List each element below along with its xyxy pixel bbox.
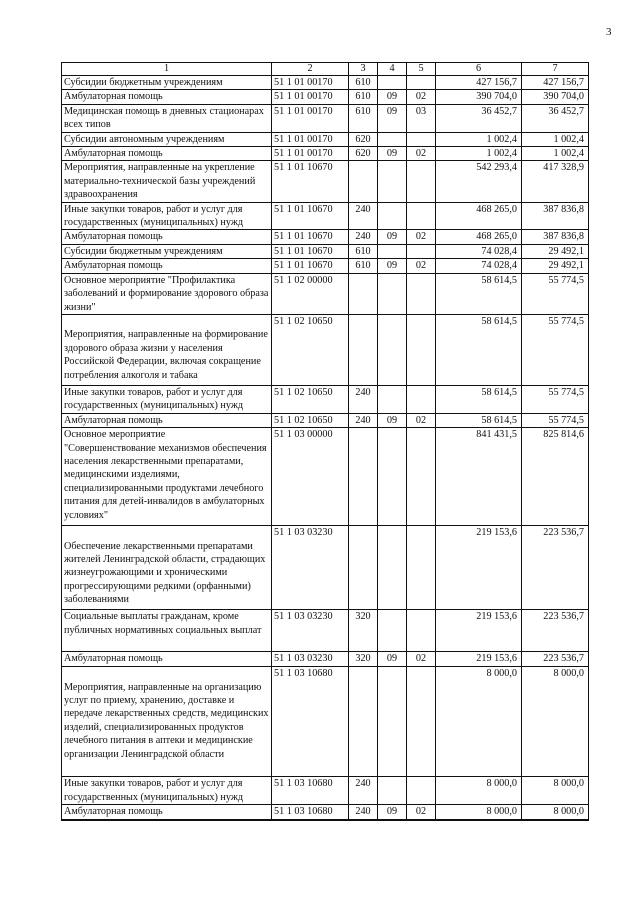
row-name-cell: Амбулаторная помощь [62,413,272,427]
budget-table [61,62,589,821]
row-amount-2-cell: 29 492,1 [522,259,589,273]
row-amount-2-cell: 390 704,0 [522,90,589,104]
table-row [62,610,589,652]
table-row [62,385,589,413]
row-pr-cell [407,526,436,610]
row-name-cell: Мероприятия, направленные на формирование здорового образа жизни у населения Российской Федерации, включая сокращение потребления алкоголя и табака [62,314,272,385]
page-number: 3 [606,26,612,38]
row-name-cell: Амбулаторная помощь [62,805,272,820]
table-row [62,273,589,314]
row-name-cell: Амбулаторная помощь [62,259,272,273]
row-name-cell: Иные закупки товаров, работ и услуг для государственных (муниципальных) нужд [62,385,272,413]
row-name-cell: Амбулаторная помощь [62,147,272,161]
row-name-cell: Медицинская помощь в дневных стационарах всех типов [62,104,272,132]
row-amount-2-cell: 1 002,4 [522,147,589,161]
row-code-cell: 51 1 03 00000 [272,428,349,526]
row-name-cell: Амбулаторная помощь [62,230,272,244]
row-amount-2-cell: 55 774,5 [522,385,589,413]
row-pr-cell: 02 [407,652,436,667]
row-amount-2-cell: 387 836,8 [522,202,589,230]
table-row [62,652,589,667]
row-vr-cell: 610 [349,76,378,90]
row-amount-2-cell: 8 000,0 [522,777,589,805]
row-rz-cell: 09 [378,147,407,161]
row-amount-1-cell: 468 265,0 [436,230,522,244]
row-rz-cell [378,667,407,777]
row-rz-cell [378,385,407,413]
row-amount-2-cell: 55 774,5 [522,314,589,385]
row-amount-2-cell: 825 814,6 [522,428,589,526]
row-code-cell: 51 1 01 10670 [272,202,349,230]
row-code-cell: 51 1 01 00170 [272,132,349,146]
column-header: 5 [407,63,436,76]
row-rz-cell: 09 [378,104,407,132]
row-amount-1-cell: 542 293,4 [436,161,522,202]
row-rz-cell: 09 [378,90,407,104]
row-code-cell: 51 1 01 10670 [272,230,349,244]
row-code-cell: 51 1 02 10650 [272,413,349,427]
row-amount-2-cell: 417 328,9 [522,161,589,202]
table-row [62,244,589,258]
table-row [62,202,589,230]
row-name-cell: Основное мероприятие "Совершенствование механизмов обеспечения населения лекарственными препаратами, медицинскими изделиями, специализированными продуктами лечебного питания для детей-инвалидов в амбулаторных условиях" [62,428,272,526]
row-code-cell: 51 1 01 00170 [272,90,349,104]
row-amount-1-cell: 58 614,5 [436,273,522,314]
table-row [62,259,589,273]
row-code-cell: 51 1 01 10670 [272,161,349,202]
row-pr-cell [407,161,436,202]
row-amount-1-cell: 1 002,4 [436,132,522,146]
row-vr-cell: 610 [349,90,378,104]
row-amount-1-cell: 427 156,7 [436,76,522,90]
row-vr-cell: 610 [349,259,378,273]
row-amount-2-cell: 427 156,7 [522,76,589,90]
row-amount-2-cell: 55 774,5 [522,273,589,314]
table-row [62,777,589,805]
row-name-cell: Иные закупки товаров, работ и услуг для государственных (муниципальных) нужд [62,777,272,805]
row-vr-cell [349,161,378,202]
row-code-cell: 51 1 02 10650 [272,314,349,385]
row-rz-cell [378,314,407,385]
row-amount-1-cell: 8 000,0 [436,805,522,820]
row-amount-1-cell: 74 028,4 [436,244,522,258]
row-amount-2-cell: 55 774,5 [522,413,589,427]
row-pr-cell: 02 [407,230,436,244]
row-vr-cell [349,314,378,385]
row-amount-1-cell: 8 000,0 [436,777,522,805]
row-code-cell: 51 1 01 00170 [272,104,349,132]
row-code-cell: 51 1 03 10680 [272,667,349,777]
row-name-cell: Мероприятия, направленные на организацию услуг по приему, хранению, доставке и передаче лекарственных средств, медицинских изделий, специализированных продуктов лечебного питания в аптеки и медицинские организации Ленинградской области [62,667,272,777]
row-amount-1-cell: 58 614,5 [436,314,522,385]
column-header: 7 [522,63,589,76]
row-rz-cell: 09 [378,259,407,273]
table-row [62,132,589,146]
row-code-cell: 51 1 01 00170 [272,76,349,90]
row-pr-cell: 02 [407,259,436,273]
row-amount-1-cell: 219 153,6 [436,610,522,652]
column-header: 1 [62,63,272,76]
row-code-cell: 51 1 03 03230 [272,610,349,652]
row-amount-2-cell: 1 002,4 [522,132,589,146]
row-pr-cell [407,273,436,314]
row-vr-cell: 240 [349,202,378,230]
row-vr-cell: 240 [349,805,378,820]
row-amount-1-cell: 390 704,0 [436,90,522,104]
table-row [62,104,589,132]
row-amount-1-cell: 58 614,5 [436,413,522,427]
row-pr-cell [407,667,436,777]
row-vr-cell: 610 [349,244,378,258]
row-rz-cell [378,526,407,610]
row-code-cell: 51 1 03 10680 [272,777,349,805]
row-rz-cell: 09 [378,230,407,244]
table-row [62,147,589,161]
row-rz-cell [378,610,407,652]
row-rz-cell: 09 [378,413,407,427]
row-vr-cell [349,428,378,526]
row-vr-cell: 240 [349,777,378,805]
row-pr-cell [407,314,436,385]
row-vr-cell: 320 [349,610,378,652]
header-row [62,63,589,76]
table-row [62,667,589,777]
row-amount-1-cell: 1 002,4 [436,147,522,161]
column-header: 2 [272,63,349,76]
column-header: 3 [349,63,378,76]
row-pr-cell [407,428,436,526]
row-name-cell: Мероприятия, направленные на укрепление материально-технической базы учреждений здравоохранения [62,161,272,202]
row-code-cell: 51 1 03 03230 [272,526,349,610]
row-name-cell: Основное мероприятие "Профилактика заболеваний и формирование здорового образа жизни" [62,273,272,314]
row-amount-1-cell: 58 614,5 [436,385,522,413]
row-pr-cell [407,132,436,146]
row-name-cell: Амбулаторная помощь [62,90,272,104]
row-name-cell: Социальные выплаты гражданам, кроме публичных нормативных социальных выплат [62,610,272,652]
table-row [62,526,589,610]
row-vr-cell: 320 [349,652,378,667]
table-row [62,76,589,90]
row-rz-cell [378,273,407,314]
row-pr-cell: 02 [407,90,436,104]
row-amount-2-cell: 36 452,7 [522,104,589,132]
row-pr-cell [407,385,436,413]
row-code-cell: 51 1 01 10670 [272,244,349,258]
table-row [62,161,589,202]
row-vr-cell: 240 [349,230,378,244]
row-rz-cell: 09 [378,652,407,667]
row-pr-cell [407,202,436,230]
table-row [62,428,589,526]
row-name-cell: Субсидии бюджетным учреждениям [62,76,272,90]
row-pr-cell [407,610,436,652]
row-rz-cell [378,132,407,146]
row-pr-cell [407,777,436,805]
table-row [62,314,589,385]
table-row [62,413,589,427]
row-rz-cell [378,777,407,805]
row-amount-1-cell: 219 153,6 [436,526,522,610]
row-amount-2-cell: 8 000,0 [522,805,589,820]
row-vr-cell [349,526,378,610]
column-header: 4 [378,63,407,76]
row-code-cell: 51 1 03 03230 [272,652,349,667]
row-name-cell: Субсидии автономным учреждениям [62,132,272,146]
row-code-cell: 51 1 01 00170 [272,147,349,161]
row-amount-2-cell: 223 536,7 [522,526,589,610]
row-amount-1-cell: 219 153,6 [436,652,522,667]
row-amount-2-cell: 223 536,7 [522,652,589,667]
row-pr-cell: 03 [407,104,436,132]
row-name-cell: Амбулаторная помощь [62,652,272,667]
row-amount-1-cell: 36 452,7 [436,104,522,132]
table-row [62,230,589,244]
row-vr-cell: 620 [349,147,378,161]
row-amount-2-cell: 223 536,7 [522,610,589,652]
row-code-cell: 51 1 01 10670 [272,259,349,273]
table-row [62,805,589,820]
row-amount-1-cell: 8 000,0 [436,667,522,777]
row-rz-cell [378,244,407,258]
row-code-cell: 51 1 02 00000 [272,273,349,314]
row-rz-cell [378,428,407,526]
row-pr-cell [407,76,436,90]
row-amount-1-cell: 468 265,0 [436,202,522,230]
column-header: 6 [436,63,522,76]
row-amount-2-cell: 387 836,8 [522,230,589,244]
row-rz-cell [378,202,407,230]
row-amount-1-cell: 841 431,5 [436,428,522,526]
row-vr-cell: 610 [349,104,378,132]
row-pr-cell: 02 [407,413,436,427]
row-pr-cell [407,244,436,258]
row-vr-cell: 620 [349,132,378,146]
row-code-cell: 51 1 02 10650 [272,385,349,413]
row-code-cell: 51 1 03 10680 [272,805,349,820]
row-vr-cell: 240 [349,385,378,413]
row-vr-cell: 240 [349,413,378,427]
row-rz-cell: 09 [378,805,407,820]
row-amount-1-cell: 74 028,4 [436,259,522,273]
row-amount-2-cell: 29 492,1 [522,244,589,258]
row-vr-cell [349,667,378,777]
row-pr-cell: 02 [407,147,436,161]
row-vr-cell [349,273,378,314]
row-amount-2-cell: 8 000,0 [522,667,589,777]
row-name-cell: Субсидии бюджетным учреждениям [62,244,272,258]
row-name-cell: Обеспечение лекарственными препаратами жителей Ленинградской области, страдающих жизнеугрожающими и хроническими прогрессирующими редкими (орфанными) заболеваниями [62,526,272,610]
row-name-cell: Иные закупки товаров, работ и услуг для государственных (муниципальных) нужд [62,202,272,230]
row-rz-cell [378,161,407,202]
table-row [62,90,589,104]
row-pr-cell: 02 [407,805,436,820]
row-rz-cell [378,76,407,90]
